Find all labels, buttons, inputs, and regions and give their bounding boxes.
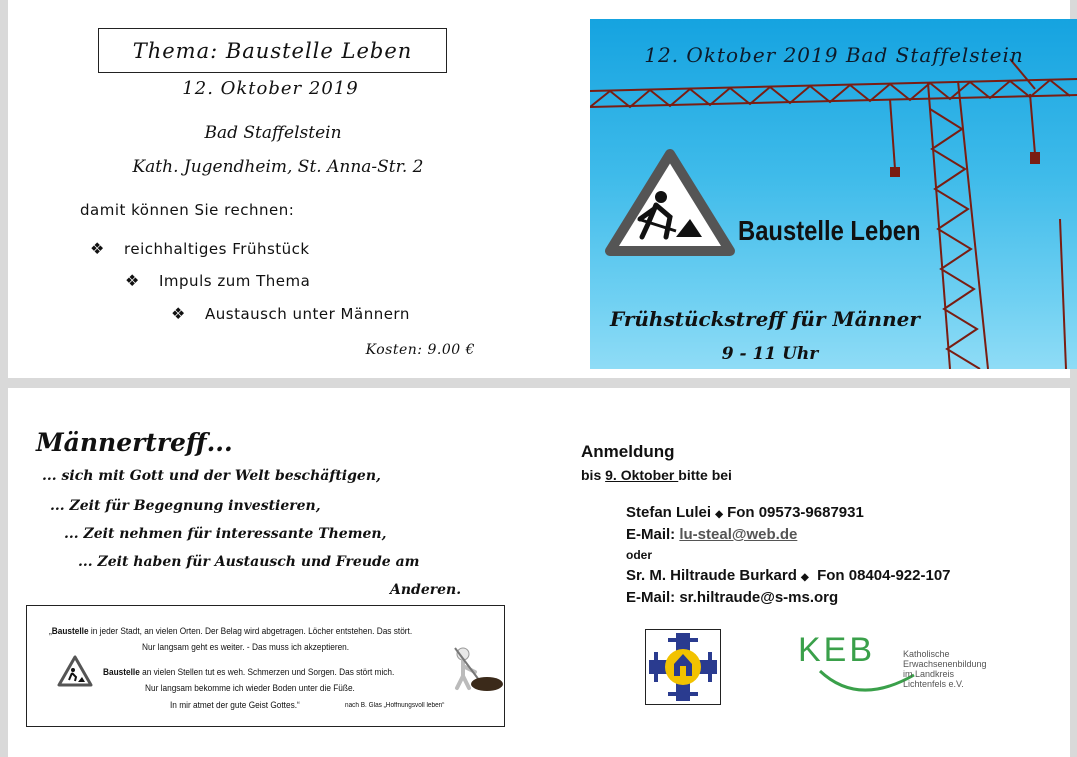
theme-label: Thema: Baustelle Leben <box>132 38 413 63</box>
shovel-figure-icon <box>447 644 503 694</box>
contact-phone: Fon 09573-9687931 <box>727 504 864 521</box>
diamond-separator-icon: ◆ <box>801 572 809 583</box>
offer-bullet <box>90 239 310 258</box>
email-link[interactable]: lu-steal@web.de <box>679 526 798 543</box>
flyer-back-page <box>8 388 1070 757</box>
offer-bullet <box>125 271 310 290</box>
event-place: Bad Staffelstein <box>204 123 342 143</box>
offer-bullet <box>171 304 410 323</box>
diamond-bullet-icon: ❖ <box>125 271 140 290</box>
offer-intro: damit können Sie rechnen: <box>80 201 295 219</box>
contact-name: Stefan Lulei <box>626 504 712 521</box>
diocese-emblem-logo <box>645 629 721 705</box>
cost-label: Kosten: 9.00 € <box>365 342 475 358</box>
contact-1 <box>626 504 864 521</box>
poster-subtitle: Frühstückstreff für Männer <box>610 307 920 331</box>
maennertreff-line: ... Zeit haben für Austausch und Freude am <box>78 554 420 570</box>
event-date: 12. Oktober 2019 <box>182 78 359 99</box>
quote-line: Nur langsam bekomme ich wieder Boden unter die Füße. <box>145 683 355 693</box>
keb-letters: KEB <box>798 631 876 669</box>
theme-box <box>98 28 447 73</box>
quote-source: nach B. Glas „Hoffnungsvoll leben“ <box>345 702 445 709</box>
quote-line: „Baustelle in jeder Stadt, an vielen Orten. Der Belag wird abgetragen. Löcher entstehen. Das stört. <box>49 626 413 636</box>
deadline-date: 9. Oktober <box>605 467 679 483</box>
offer-text: reichhaltiges Frühstück <box>124 240 310 258</box>
quote-line: Nur langsam geht es weiter. - Das muss ich akzeptieren. <box>142 642 350 652</box>
poster-date-place: 12. Oktober 2019 Bad Staffelstein <box>644 43 1024 67</box>
quote-keyword: Baustelle <box>51 626 89 636</box>
maennertreff-line: ... sich mit Gott und der Welt beschäftigen, <box>42 468 381 484</box>
keb-text: Katholische Erwachsenenbildung im Landkreis Lichtenfels e.V. <box>903 649 987 689</box>
maennertreff-line: ... Zeit nehmen für interessante Themen, <box>64 526 387 542</box>
maennertreff-line: ... Zeit für Begegnung investieren, <box>50 498 321 514</box>
construction-sign-icon <box>57 654 93 688</box>
flyer-front-page <box>8 0 1070 378</box>
registration-title: Anmeldung <box>581 442 675 461</box>
event-poster <box>590 19 1077 369</box>
or-label: oder <box>626 548 653 562</box>
contact-phone: Fon 08404-922-107 <box>817 567 951 584</box>
diamond-bullet-icon: ❖ <box>171 304 186 323</box>
email-text: sr.hiltraude@s-ms.org <box>679 589 839 606</box>
contact-name: Sr. M. Hiltraude Burkard <box>626 567 797 584</box>
diamond-bullet-icon: ❖ <box>90 239 105 258</box>
offer-text: Austausch unter Männern <box>205 305 410 323</box>
quote-keyword: Baustelle <box>103 667 140 677</box>
poster-time: 9 - 11 Uhr <box>721 344 819 364</box>
quote-line: Baustelle an vielen Stellen tut es weh. Schmerzen und Sorgen. Das stört mich. <box>103 667 395 677</box>
crane-hook-icon <box>890 167 900 177</box>
maennertreff-line: Anderen. <box>390 582 462 598</box>
diamond-separator-icon: ◆ <box>715 509 723 520</box>
construction-sign-icon <box>610 154 730 251</box>
contact-2-email: E-Mail: sr.hiltraude@s-ms.org <box>626 589 839 606</box>
event-address: Kath. Jugendheim, St. Anna-Str. 2 <box>132 157 424 177</box>
registration-deadline: bis 9. Oktober bitte bei <box>581 467 732 483</box>
poster-title: Baustelle Leben <box>738 215 921 246</box>
quote-line: In mir atmet der gute Geist Gottes.“ <box>170 700 300 710</box>
quote-box <box>26 605 505 727</box>
keb-logo <box>798 631 1013 701</box>
maennertreff-title: Männertreff... <box>36 428 233 457</box>
contact-2 <box>626 567 951 584</box>
offer-text: Impuls zum Thema <box>159 272 311 290</box>
contact-1-email: E-Mail: lu-steal@web.de <box>626 526 798 543</box>
